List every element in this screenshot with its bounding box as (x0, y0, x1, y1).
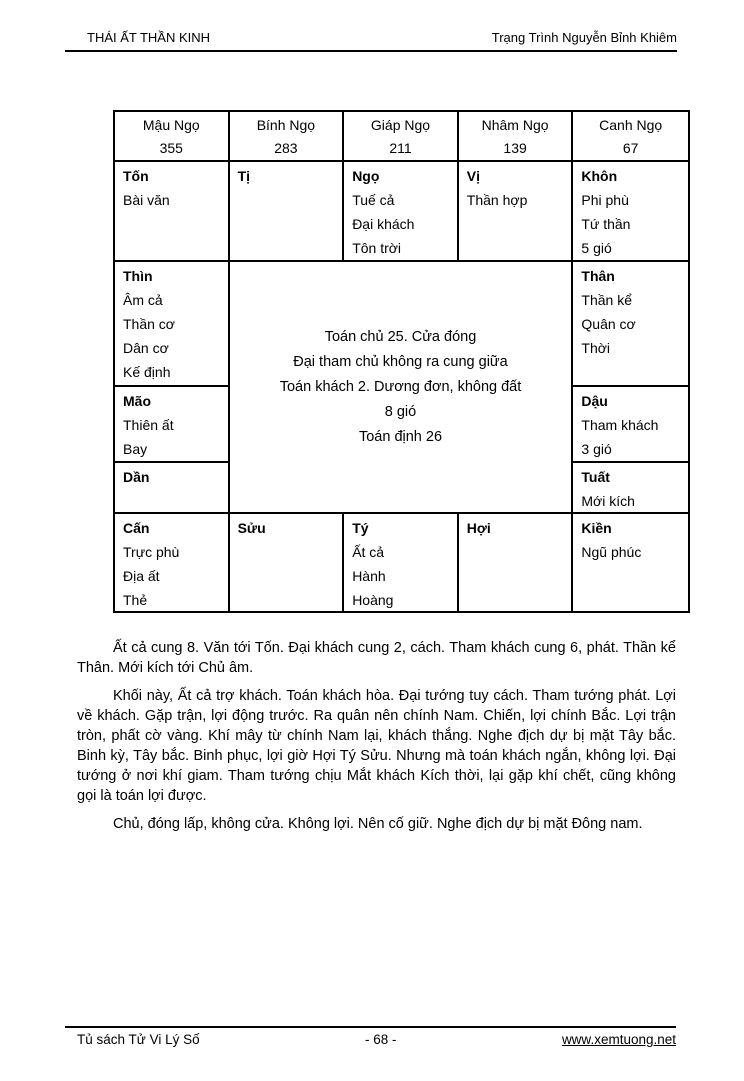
palace-lines: Âm cả Thần cơ Dân cơ Kế định (123, 292, 175, 380)
palace-lines: Thần hợp (466, 192, 528, 208)
palace-ngo (344, 162, 459, 262)
year-cell-canh-ngo (573, 112, 688, 162)
palace-title: Kiền (581, 520, 612, 536)
palace-title: Cấn (123, 520, 150, 536)
year-name: Bính Ngọ (256, 117, 316, 133)
palace-title: Tuất (581, 469, 610, 485)
palace-khon (573, 162, 688, 262)
footer-page-number: - 68 - (365, 1032, 397, 1047)
palace-title: Dậu (581, 393, 608, 409)
year-name: Canh Ngọ (599, 117, 663, 133)
palace-ti (230, 162, 345, 262)
year-value: 139 (503, 140, 527, 156)
palace-thin (115, 262, 230, 387)
page-footer (65, 1026, 676, 1047)
palace-title: Dần (123, 469, 150, 485)
palace-title: Mão (123, 393, 151, 409)
palace-kien (573, 514, 688, 611)
palace-lines: Phi phù Tứ thần 5 gió (581, 192, 631, 256)
footer-series-title: Tủ sách Tử Vi Lý Số (77, 1032, 200, 1047)
palace-ton (115, 162, 230, 262)
year-name: Mậu Ngọ (142, 117, 200, 133)
palace-suu (230, 514, 345, 611)
book-title: THÁI ẤT THẦN KINH (87, 30, 211, 45)
paragraph-3: Chủ, đóng lấp, không cửa. Không lợi. Nên cố giữ. Nghe địch dự bị mặt Đông nam. (113, 816, 643, 832)
year-cell-giap-ngo (344, 112, 459, 162)
paragraph-1: Ất cả cung 8. Văn tới Tốn. Đại khách cung 2, cách. Tham khách cung 6, phát. Thần kể Thân. Mới kích tới Chủ âm. (77, 640, 676, 676)
palace-dau (573, 387, 688, 463)
body-text (77, 638, 676, 834)
palace-lines: Thần kể Quân cơ Thời (581, 292, 636, 356)
paragraph-2: Khối này, Ất cả trợ khách. Toán khách hòa. Đại tướng tuy cách. Tham tướng phát. Lợi về khách. Gặp trận, lợi động trước. Ra quân nên chính Nam. Chiến, lợi chính Bắc. Lợi trận tròn, phất cờ vàng. Khí mây từ chính Nam lại, khách thắng. Nghe địch dự bị mặt Tây bắc. Binh kỳ, Tây bắc. Binh phục, lợi giờ Hợi Tý Sửu. Nhưng mà toán khách ngắn, không lợi. Đại tướng ở nơi khí giam. Tham tướng chịu Mắt khách Kích thời, lại gặp khí chết, cũng không gọi là toán lợi được. (77, 688, 676, 804)
year-value: 355 (159, 140, 183, 156)
palace-vi (459, 162, 574, 262)
year-cell-nham-ngo (459, 112, 574, 162)
palace-hoi (459, 514, 574, 611)
year-value: 211 (389, 140, 412, 156)
year-cell-binh-ngo (230, 112, 345, 162)
page-header (65, 30, 677, 52)
palace-title: Hợi (466, 520, 491, 536)
palace-tuat (573, 463, 688, 514)
palace-title: Tý (352, 520, 369, 536)
palace-lines: Trực phù Địa ất Thẻ (123, 544, 180, 608)
palace-title: Khôn (581, 168, 618, 184)
palace-lines: Tham khách 3 gió (581, 417, 659, 457)
year-cell-mau-ngo (115, 112, 230, 162)
palace-title: Tốn (123, 168, 149, 184)
palace-title: Tị (237, 168, 251, 184)
palace-title: Thìn (123, 268, 153, 284)
palace-lines: Ất cả Hành Hoàng (352, 544, 394, 608)
palace-title: Vị (466, 168, 481, 184)
palace-mao (115, 387, 230, 463)
year-name: Giáp Ngọ (370, 117, 431, 133)
palace-lines: Mới kích (581, 493, 635, 509)
palace-title: Sửu (237, 520, 266, 536)
center-summary-lines: Toán chủ 25. Cửa đóng Đại tham chủ không ra cung giữa Toán khách 2. Dương đơn, không đất 8 gió Toán định 26 (279, 328, 522, 445)
palace-dan (115, 463, 230, 514)
taiat-chart-table (113, 110, 690, 613)
year-name: Nhâm Ngọ (481, 117, 549, 133)
palace-lines: Bài văn (123, 192, 170, 208)
palace-title: Ngọ (352, 168, 380, 184)
chart-center-summary (230, 262, 574, 514)
palace-lines: Thiên ất Bay (123, 417, 174, 457)
palace-ty (344, 514, 459, 611)
author-name: Trạng Trình Nguyễn Bỉnh Khiêm (491, 30, 677, 45)
year-value: 283 (274, 140, 298, 156)
palace-can (115, 514, 230, 611)
palace-than (573, 262, 688, 387)
palace-title: Thân (581, 268, 615, 284)
year-value: 67 (622, 140, 639, 156)
palace-lines: Ngũ phúc (581, 544, 642, 560)
footer-website-link[interactable]: www.xemtuong.net (561, 1032, 676, 1047)
palace-lines: Tuế cả Đại khách Tôn trời (352, 192, 415, 256)
